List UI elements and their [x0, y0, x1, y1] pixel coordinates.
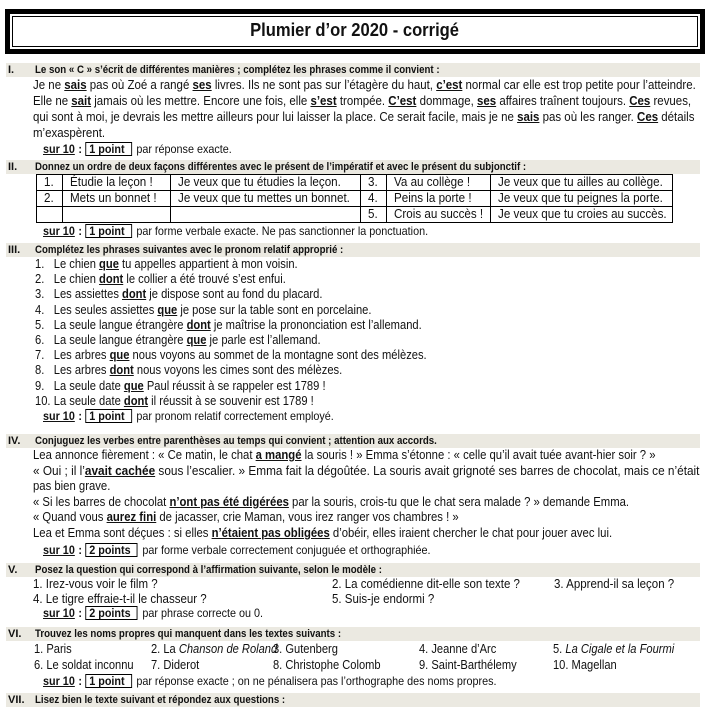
scoring-line [43, 542, 644, 558]
item-number: 10. [35, 393, 51, 408]
section-4 [0, 434, 711, 558]
cell-text: 4. [368, 191, 378, 205]
table-row [37, 207, 673, 223]
item-text [54, 257, 298, 271]
text-segment: par la souris, crois-tu que le chat sera malade ? » demande Emma. [288, 494, 630, 509]
table-cell-number [361, 175, 387, 191]
answer-item [273, 657, 381, 673]
table-cell-imperative [387, 175, 491, 191]
answer-word: que [123, 378, 144, 393]
text-segment: 5. [553, 642, 566, 656]
text-segment: trompée. [336, 94, 389, 108]
section-number: I. [8, 64, 15, 76]
item-text [54, 333, 321, 347]
section-instruction: Trouvez les noms propres qui manquent dans les textes suivants : [35, 628, 342, 640]
section-6 [0, 627, 711, 689]
table-cell-imperative [387, 191, 491, 207]
text-segment: le collier a été trouvé s’est enfui. [123, 272, 286, 287]
cell-text: 1. [44, 175, 54, 189]
answer-item: 5. Suis-je endormi ? [332, 591, 435, 606]
answer-item: 3. Apprend-il sa leçon ? [554, 577, 675, 591]
table-cell-number [37, 175, 63, 191]
title-box [5, 9, 705, 54]
answer-word: ses [192, 78, 212, 92]
list-item [35, 333, 639, 348]
scoring-line [43, 606, 644, 621]
answer-word: Ces [629, 94, 651, 108]
cell-text: Je veux que tu mettes un bonnet. [178, 191, 350, 205]
list-item [35, 303, 639, 318]
item-number: 2. [35, 272, 45, 287]
answer-word: aurez fini [106, 510, 157, 525]
document-title: Plumier d’or 2020 - corrigé [250, 20, 460, 40]
text-segment: nous voyons les cimes sont des mélèzes. [133, 363, 343, 378]
section-3 [0, 243, 711, 424]
score-description: par réponse exacte. [136, 142, 232, 156]
score-description: par forme verbale correctement conjuguée et orthographiée. [142, 542, 431, 557]
paragraph-line [33, 93, 692, 109]
answer-item: 1. Irez-vous voir le film ? [33, 577, 158, 591]
answer-word: C’est [388, 94, 417, 108]
italic-title: Chanson de Roland [178, 642, 278, 656]
item-text [54, 287, 323, 301]
answer-item [419, 657, 517, 673]
item-text [54, 348, 427, 362]
text-segment: la souris ! » Emma s’étonne : « celle qu’il avait tuée avant-hier soir ? » [301, 448, 656, 462]
list-item [35, 287, 639, 302]
cell-text: Peins la porte ! [394, 191, 472, 205]
text-segment: je pose sur la table sont en porcelaine. [177, 302, 372, 317]
section-instruction: Conjuguez les verbes entre parenthèses au temps qui convient ; attention aux accords. [35, 435, 437, 447]
section-header [6, 693, 700, 707]
list-item [35, 394, 639, 409]
text-segment: affaires traînent toujours. [496, 94, 630, 108]
answer-word: que [109, 348, 130, 363]
answer-item [553, 657, 617, 673]
section-header [6, 160, 700, 174]
answer-word: sais [64, 78, 87, 92]
section-number: III. [8, 244, 21, 256]
item-text [54, 272, 286, 286]
text-segment: livres. Ils ne sont pas sur l’étagère du haut, [211, 78, 437, 92]
section-instruction: Lisez bien le texte suivant et répondez aux questions : [35, 694, 286, 706]
scoring-line [43, 673, 644, 689]
text-segment: Elle ne [33, 94, 72, 108]
answer-word: sais [517, 110, 540, 124]
score-colon: : [78, 606, 83, 620]
item-number: 3. [35, 287, 45, 302]
table-row [37, 175, 673, 191]
answers-row [0, 641, 711, 657]
points-box: 1 point [86, 142, 132, 156]
item-number: 1. [35, 257, 45, 271]
text-segment: pas où Zoé a rangé [86, 78, 193, 92]
table-cell-subjunctive [171, 191, 361, 207]
answer-word: Ces [637, 110, 659, 124]
table-cell-number [37, 191, 63, 207]
text-segment: je parle est l’allemand. [206, 332, 321, 347]
numbered-list [0, 257, 711, 409]
answer-word: que [99, 257, 119, 271]
answer-item [34, 657, 134, 673]
paragraph-line [33, 448, 656, 464]
text-segment: jamais où les mettre. Encore une fois, elle [91, 94, 311, 108]
answer-word: dont [122, 287, 147, 302]
section-body [0, 448, 711, 542]
text-segment: Les assiettes [53, 287, 123, 302]
answers-row [0, 577, 711, 592]
section-number: IV. [8, 435, 21, 447]
answer-word: ses [476, 94, 497, 108]
answer-word: que [186, 332, 207, 347]
text-segment: tu appelles appartient à mon voisin. [118, 257, 298, 271]
text-segment: d’obéir, elles iraient chercher le chat pour jouer avec lui. [329, 525, 613, 540]
section-7 [0, 693, 711, 707]
text-segment: 3. Gutenberg [273, 642, 338, 656]
table-cell-subjunctive [491, 175, 673, 191]
section-body [0, 77, 711, 141]
paragraph-line [33, 495, 647, 511]
cell-text: Je veux que tu ailles au collège. [498, 175, 663, 189]
paragraph-line [33, 77, 696, 93]
text-segment: Le chien [53, 272, 100, 287]
score-colon: : [78, 142, 83, 156]
text-segment: détails [658, 110, 695, 124]
text-segment: Paul réussit à se rappeler est 1789 ! [143, 378, 326, 393]
answer-item [419, 641, 496, 657]
text-segment: 7. Diderot [151, 658, 200, 672]
section-instruction: Complétez les phrases suivantes avec le pronom relatif approprié : [35, 244, 344, 256]
section-instruction: Donnez un ordre de deux façons différentes avec le présent de l’impératif et avec le présent du subjonctif : [35, 161, 527, 173]
text-segment: m’exaspèrent. [33, 126, 106, 140]
score-colon: : [78, 674, 83, 688]
text-segment: Les arbres [53, 363, 110, 378]
answer-word: n’ont pas été digérées [169, 494, 289, 509]
text-segment: « Oui ; il l’ [33, 463, 85, 478]
text-segment: « Si les barres de chocolat [33, 494, 170, 509]
points-box: 2 points [86, 543, 138, 557]
text-segment: La seule date [53, 393, 124, 408]
cell-text: 2. [44, 191, 54, 205]
score-total: sur 10 [43, 224, 75, 238]
text-segment: 2. La [151, 642, 179, 656]
item-text [54, 363, 342, 377]
section-instruction: Posez la question qui correspond à l’affirmation suivante, selon le modèle : [35, 564, 382, 576]
section-1 [0, 63, 711, 157]
table-cell-number [37, 207, 63, 223]
score-description: par réponse exacte ; on ne pénalisera pas l’orthographe des noms propres. [136, 674, 497, 688]
table-cell-imperative [63, 175, 171, 191]
cell-text: 5. [368, 207, 378, 221]
text-segment: Lea annonce fièrement : « Ce matin, le chat [33, 448, 256, 462]
section-header [6, 563, 700, 577]
text-segment: qui sont à moi, je devrais les mettre ailleurs pour lui laisser la place. Ce serait facile, mais je ne [33, 110, 518, 124]
paragraph-line [33, 526, 647, 542]
text-segment: de jacasser, crie Maman, vous irez ranger vos chambres ! » [156, 510, 459, 525]
text-segment: Je ne [33, 78, 65, 92]
score-colon: : [78, 224, 83, 238]
text-segment: La seule langue étrangère [53, 332, 187, 347]
item-number: 4. [35, 302, 45, 317]
text-segment: 8. Christophe Colomb [273, 658, 381, 672]
score-total: sur 10 [43, 606, 75, 620]
text-segment: Lea et Emma sont déçues : si elles [33, 525, 212, 540]
item-number: 6. [35, 332, 45, 347]
text-segment: La seule date [53, 378, 124, 393]
text-segment: dommage, [416, 94, 477, 108]
score-colon: : [78, 408, 83, 423]
paragraph-line [33, 479, 647, 495]
table-cell-number [361, 191, 387, 207]
table-cell-subjunctive [491, 191, 673, 207]
section-header [6, 627, 700, 641]
answer-word: c’est [436, 78, 463, 92]
scoring-line [43, 409, 644, 424]
cell-text: Étudie la leçon ! [70, 175, 153, 189]
paragraph-line [33, 510, 647, 526]
answer-word: dont [123, 393, 149, 408]
answer-word: a mangé [255, 448, 302, 462]
paragraph-line [33, 125, 655, 141]
text-segment: pas bien grave. [33, 479, 111, 494]
answer-word: avait cachée [84, 463, 156, 478]
text-segment: 1. Paris [34, 642, 72, 656]
section-header [6, 434, 700, 448]
score-description: par forme verbale exacte. Ne pas sanctionner la ponctuation. [136, 224, 429, 238]
section-number: VII. [8, 694, 25, 706]
text-segment: sous l’escalier. » Emma fait la dégoûtée. La souris avait grignoté ses barres de chocolat, mais ce n’était [155, 463, 700, 478]
text-segment: pas où les ranger. [539, 110, 638, 124]
item-text [54, 318, 422, 332]
table-row [37, 191, 673, 207]
points-box: 1 point [86, 224, 132, 238]
item-number: 9. [35, 378, 45, 393]
text-segment: je maîtrise la prononciation est l’allemand. [210, 317, 422, 332]
answer-word: n’étaient pas obligées [211, 525, 330, 540]
section-header [6, 63, 700, 77]
answer-item: 2. La comédienne dit-elle son texte ? [332, 577, 520, 591]
item-text [54, 303, 372, 317]
score-description: par phrase correcte ou 0. [142, 606, 264, 620]
cell-text: Mets un bonnet ! [70, 191, 157, 205]
cell-text: Va au collège ! [394, 175, 471, 189]
answer-item [151, 657, 199, 673]
text-segment: Les seules assiettes [53, 302, 158, 317]
list-item [35, 318, 639, 333]
score-total: sur 10 [43, 142, 75, 156]
text-segment: 10. Magellan [553, 658, 617, 672]
table-cell-imperative [63, 207, 171, 223]
answer-item [34, 641, 72, 657]
section-number: V. [8, 564, 18, 576]
answer-word: dont [99, 272, 124, 287]
answer-word: dont [109, 363, 134, 378]
section-header [6, 243, 700, 257]
points-box: 1 point [86, 674, 132, 688]
points-box: 2 points [86, 606, 138, 620]
paragraph-line [33, 109, 695, 125]
text-segment: 4. Jeanne d’Arc [419, 642, 497, 656]
text-segment: « Quand vous [33, 510, 107, 525]
item-text [54, 379, 326, 393]
italic-title: La Cigale et la Fourmi [565, 642, 675, 656]
text-segment: La seule langue étrangère [53, 317, 187, 332]
score-colon: : [78, 542, 83, 557]
text-segment: revues, [650, 94, 692, 108]
answer-item [553, 641, 674, 657]
cell-text: Je veux que tu peignes la porte. [498, 191, 663, 205]
list-item [35, 379, 639, 394]
answer-word: sait [71, 94, 92, 108]
text-segment: Les arbres [53, 348, 110, 363]
section-number: VI. [8, 628, 22, 640]
list-item [35, 257, 639, 272]
answer-item [151, 641, 277, 657]
points-box: 1 point [86, 409, 132, 423]
item-number: 8. [35, 363, 45, 378]
item-number: 5. [35, 317, 45, 332]
answer-word: s’est [310, 94, 337, 108]
score-total: sur 10 [43, 674, 75, 688]
answers-row [0, 592, 711, 607]
table-cell-imperative [63, 191, 171, 207]
answer-item [273, 641, 338, 657]
section-number: II. [8, 161, 18, 173]
text-segment: nous voyons au sommet de la montagne sont des mélèzes. [129, 348, 427, 363]
list-item [35, 272, 639, 287]
table-cell-subjunctive [171, 175, 361, 191]
table-cell-subjunctive [491, 207, 673, 223]
cell-text: Crois au succès ! [394, 207, 484, 221]
answer-table [36, 174, 673, 223]
score-description: par pronom relatif correctement employé. [136, 408, 334, 423]
answer-word: que [157, 302, 178, 317]
text-segment: 9. Saint-Barthélemy [419, 658, 517, 672]
paragraph-line [33, 463, 700, 480]
cell-text: Je veux que tu étudies la leçon. [178, 175, 341, 189]
item-text [54, 394, 314, 408]
section-2 [0, 160, 711, 239]
text-segment: Le chien [53, 257, 100, 271]
cell-text: Je veux que tu croies au succès. [498, 207, 667, 221]
answers-row [0, 657, 711, 673]
table-cell-imperative [387, 207, 491, 223]
scoring-line [43, 141, 644, 157]
text-segment: il réussit à se souvenir est 1789 ! [148, 393, 314, 408]
text-segment: normal car elle est trop petite pour l’atteindre. [462, 78, 696, 92]
table-cell-number [361, 207, 387, 223]
score-total: sur 10 [43, 542, 75, 557]
title-inner-frame [12, 16, 698, 47]
text-segment: 6. Le soldat inconnu [34, 658, 134, 672]
item-number: 7. [35, 348, 45, 363]
list-item [35, 348, 639, 363]
table-cell-subjunctive [171, 207, 361, 223]
scoring-line [43, 223, 644, 239]
text-segment: je dispose sont au fond du placard. [146, 287, 323, 302]
list-item [35, 363, 639, 378]
cell-text: 3. [368, 175, 378, 189]
score-total: sur 10 [43, 408, 75, 423]
answer-item: 4. Le tigre effraie-t-il le chasseur ? [33, 591, 207, 606]
section-5 [0, 563, 711, 621]
answer-word: dont [186, 317, 211, 332]
section-instruction: Le son « C » s’écrit de différentes manières ; complétez les phrases comme il convient : [35, 64, 440, 76]
